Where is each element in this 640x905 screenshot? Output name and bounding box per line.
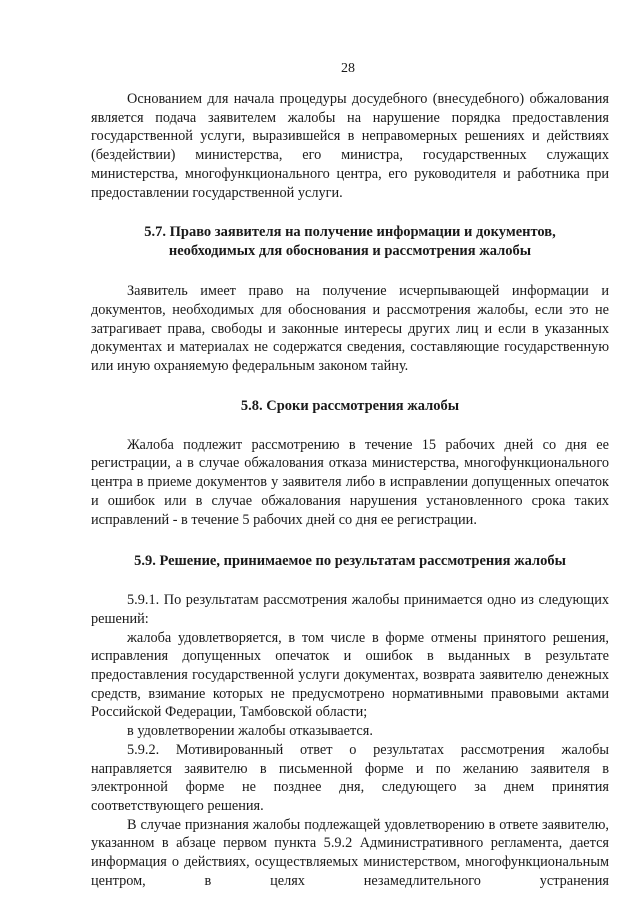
paragraph-intro: Основанием для начала процедуры досудебного (внесудебного) обжалования является подача заявителем жалобы на нарушение порядка предоставления государственной услуги, выразившейся в неправомерных решениях и действиях (бездействии) министерства, его министра, государственных служащих министерства, многофункционального центра, его руководителя и работника при предоставлении государственной услуги. — [91, 91, 609, 201]
section-heading-5-8: 5.8. Сроки рассмотрения жалобы — [240, 397, 460, 414]
list-item-complaint-rejected: в удовлетворении жалобы отказывается. — [127, 723, 373, 740]
section-heading-5-7-line2: необходимых для обоснования и рассмотрения жалобы — [168, 243, 532, 260]
paragraph-5-9-1: 5.9.1. По результатам рассмотрения жалобы принимается одно из следующих решений: — [91, 592, 609, 627]
paragraph-last: В случае признания жалобы подлежащей удовлетворению в ответе заявителю, указанном в абзаце первом пункта 5.9.2 Административного регламента, дается информация о действиях, осуществляемых министерством, многофункциональным центром, в целях незамедлительного устранения — [91, 816, 609, 889]
document-body — [91, 90, 609, 891]
section-heading-5-7 — [91, 223, 609, 261]
paragraph-5-7: Заявитель имеет право на получение исчерпывающей информации и документов, необходимых для обоснования и рассмотрения жалобы, если это не затрагивает права, свободы и законные интересы других лиц и если в указанных документах и материалах не содержатся сведения, составляющие государственную или иную охраняемую федеральным законом тайну. — [91, 283, 609, 375]
paragraph-5-9-2: 5.9.2. Мотивированный ответ о результатах рассмотрения жалобы направляется заявителю в письменной форме и по желанию заявителя в электронной форме не позднее дня, следующего за днем принятия соответствующего решения. — [91, 741, 609, 814]
section-heading-5-9: 5.9. Решение, принимаемое по результатам рассмотрения жалобы — [134, 553, 566, 570]
list-item-complaint-satisfied: жалоба удовлетворяется, в том числе в форме отмены принятого решения, исправления допущенных опечаток и ошибок в выданных в результате предоставления государственной услуги документах, возврата заявителю денежных средств, взимание которых не предусмотрено нормативными правовыми актами Российской Федерации, Тамбовской области; — [91, 629, 609, 721]
section-heading-5-7-line1: 5.7. Право заявителя на получение информации и документов, — [144, 224, 556, 241]
page-number: 28 — [341, 61, 355, 76]
paragraph-5-8: Жалоба подлежит рассмотрению в течение 15 рабочих дней со дня ее регистрации, а в случае обжалования отказа министерства, многофункционального центра в приеме документов у заявителя либо в исправлении допущенных опечаток и ошибок или в случае обжалования нарушения установленного срока таких исправлений - в течение 5 рабочих дней со дня ее регистрации. — [91, 436, 609, 528]
